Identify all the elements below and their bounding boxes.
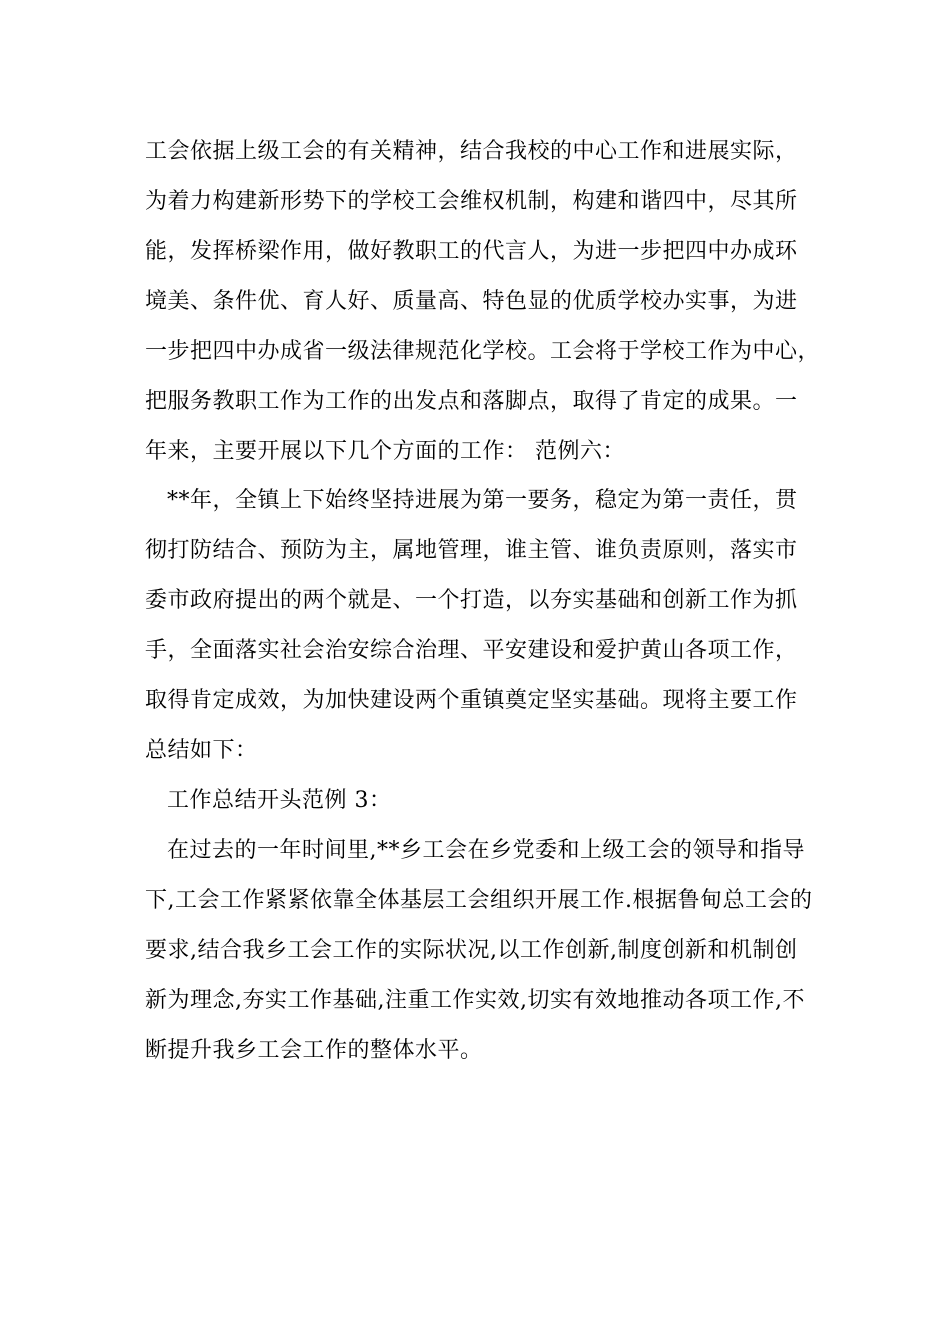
text-line: 委市政府提出的两个就是、一个打造，以夯实基础和创新工作为抓 [145, 588, 798, 613]
text-line: 彻打防结合、预防为主，属地管理，谁主管、谁负责原则，落实市 [145, 538, 798, 563]
text-line: 能，发挥桥梁作用，做好教职工的代言人，为进一步把四中办成环 [145, 239, 798, 264]
text-line: 取得肯定成效，为加快建设两个重镇奠定坚实基础。现将主要工作 [145, 688, 798, 713]
text-line: 总结如下： [145, 738, 258, 763]
text-line: 手，全面落实社会治安综合治理、平安建设和爱护黄山各项工作， [145, 638, 798, 663]
text-line: 下,工会工作紧紧依靠全体基层工会组织开展工作.根据鲁甸总工会的 [145, 888, 813, 913]
text-line: 要求,结合我乡工会工作的实际状况,以工作创新,制度创新和机制创 [145, 938, 798, 963]
text-line: 把服务教职工作为工作的出发点和落脚点，取得了肯定的成果。一 [145, 389, 798, 414]
text-line: 年来，主要开展以下几个方面的工作： 范例六： [145, 439, 625, 464]
text-line: 一步把四中办成省一级法律规范化学校。工会将于学校工作为中心， [145, 339, 821, 364]
text-line: 境美、条件优、育人好、质量高、特色显的优质学校办实事，为进 [145, 289, 798, 314]
text-line: 工会依据上级工会的有关精神，结合我校的中心工作和进展实际， [145, 139, 798, 164]
section-heading: 工作总结开头范例 3： [167, 788, 392, 813]
paragraph-start-line: 在过去的一年时间里,**乡工会在乡党委和上级工会的领导和指导 [167, 838, 805, 863]
paragraph-start-line: **年，全镇上下始终坚持进展为第一要务，稳定为第一责任，贯 [167, 488, 798, 513]
text-line: 断提升我乡工会工作的整体水平。 [145, 1038, 483, 1063]
text-line: 为着力构建新形势下的学校工会维权机制，构建和谐四中，尽其所 [145, 189, 798, 214]
text-line: 新为理念,夯实工作基础,注重工作实效,切实有效地推动各项工作,不 [145, 988, 805, 1013]
